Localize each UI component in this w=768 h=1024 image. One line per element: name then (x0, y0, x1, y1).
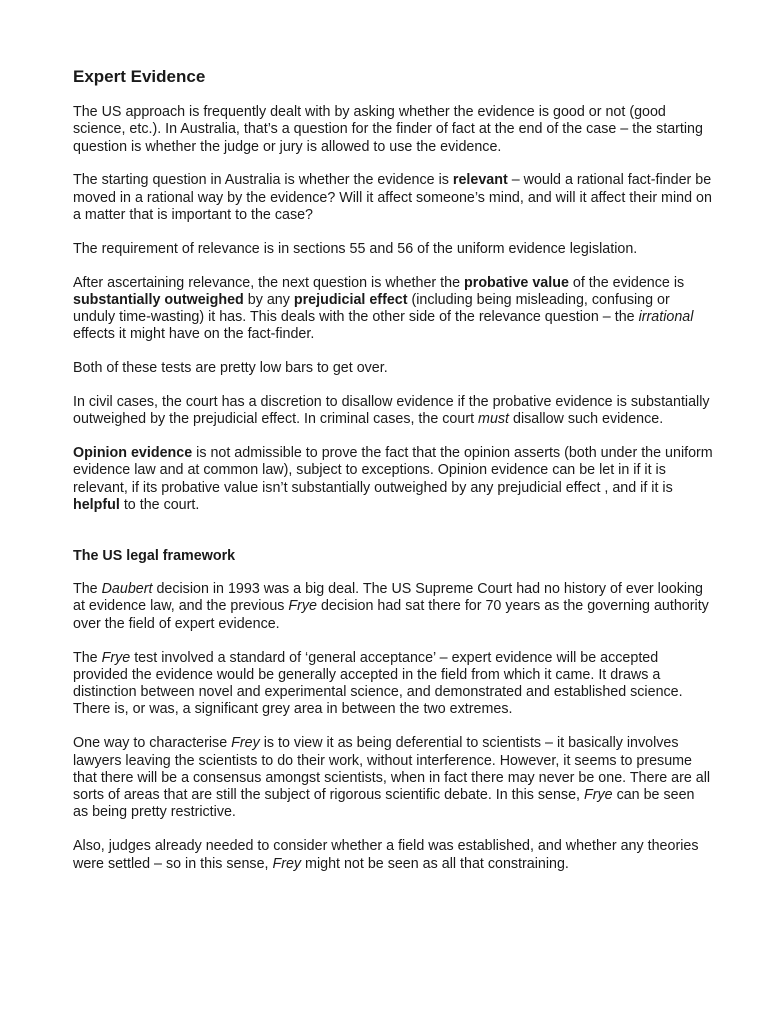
section-spacer (73, 531, 713, 548)
paragraph-starting-question (73, 172, 713, 224)
paragraph-characterise-frey (73, 735, 713, 821)
text-run: test involved a standard of ‘general acceptance’ – expert evidence will be accepted provided the evidence would be generally accepted in the field from which it came. It draws a distinction between novel and experimental science, and demonstrated and established science. There is, or was, a significant grey area in between the two extremes. (73, 649, 683, 718)
paragraph-opinion-evidence (73, 445, 713, 514)
text-run: decision had sat there for 70 years as the governing authority over the field of expert evidence. (73, 598, 709, 632)
bold-term-substantially-outweighed: substantially outweighed (73, 291, 244, 308)
text-run: might not be seen as all that constraining. (301, 855, 569, 872)
text-run: of the evidence is (568, 274, 685, 291)
italic-term-frey: Frey (231, 735, 260, 752)
text-run: In civil cases, the court has a discretion to disallow evidence if the probative evidence is substantially outweighed by the prejudicial effect. In criminal cases, the court (73, 394, 710, 428)
italic-term-must: must (478, 411, 510, 428)
text-run: One way to characterise (73, 735, 232, 752)
bold-term-opinion-evidence: Opinion evidence (73, 445, 193, 462)
paragraph-judges-consider (73, 838, 713, 873)
text-run: disallow such evidence. (509, 411, 664, 428)
text-run: Also, judges already needed to consider whether a field was established, and whether any theories were settled – so in this sense, (73, 838, 699, 872)
text-run: to the court. (119, 497, 200, 514)
italic-term-frey: Frey (272, 855, 302, 872)
paragraph-daubert (73, 581, 713, 633)
text-run: – would a rational fact-finder be moved in a rational way by the evidence? Will it affect someone’s mind, and will it affect their mind on a matter that is important to the case? (73, 172, 712, 223)
text-run: by any (243, 291, 294, 308)
italic-term-frye: Frye (101, 649, 131, 666)
text-run: effects it might have on the fact-finder. (73, 326, 315, 343)
paragraph-civil-criminal (73, 394, 713, 429)
paragraph-probative-value (73, 275, 713, 344)
italic-term-daubert: Daubert (101, 581, 153, 598)
bold-term-helpful: helpful (73, 497, 120, 514)
document-page (73, 66, 713, 889)
text-run: The (73, 649, 102, 666)
paragraph-relevance-requirement: The requirement of relevance is in sections 55 and 56 of the uniform evidence legislation. (73, 240, 638, 257)
paragraph-frye-test (73, 650, 713, 719)
text-run: is not admissible to prove the fact that the opinion asserts (both under the uniform evidence law and at common law), subject to exceptions. Opinion evidence can be let in if it is relevant, if its probative value isn’t substantially outweighed by any prejudicial effect , and if it is (73, 445, 713, 496)
italic-term-irrational: irrational (638, 309, 694, 326)
section-heading-us-legal-framework: The US legal framework (73, 547, 236, 564)
text-run: The (73, 581, 102, 598)
bold-term-prejudicial-effect: prejudicial effect (293, 291, 408, 308)
bold-term-relevant: relevant (452, 172, 508, 189)
italic-term-frye: Frye (288, 598, 317, 615)
text-run: is to view it as being deferential to scientists – it basically involves lawyers leaving the scientists to do their work, without interference. However, it seems to presume that there will be a consensus amongst scientists, when in fact there may never be one. There are all sorts of areas that are still the subject of rigorous scientific debate. In this sense, (73, 735, 711, 804)
document-title: Expert Evidence (73, 67, 206, 86)
text-run: After ascertaining relevance, the next question is whether the (73, 274, 465, 291)
paragraph-low-bars: Both of these tests are pretty low bars to get over. (73, 360, 388, 377)
text-run: (including being misleading, confusing or unduly time-wasting) it has. This deals with the other side of the relevance question – the (73, 291, 670, 326)
text-run: can be seen as being pretty restrictive. (73, 787, 695, 821)
bold-term-probative-value: probative value (464, 274, 569, 291)
italic-term-frye: Frye (583, 787, 613, 804)
paragraph-us-approach: The US approach is frequently dealt with by asking whether the evidence is good or not (good science, etc.). In Australia, that’s a question for the finder of fact at the end of the case – the starting question is whether the judge or jury is allowed to use the evidence. (73, 104, 703, 155)
text-run: The starting question in Australia is whether the evidence is (73, 172, 453, 189)
text-run: decision in 1993 was a big deal. The US Supreme Court had no history of ever looking at evidence law, and the previous (73, 581, 703, 615)
